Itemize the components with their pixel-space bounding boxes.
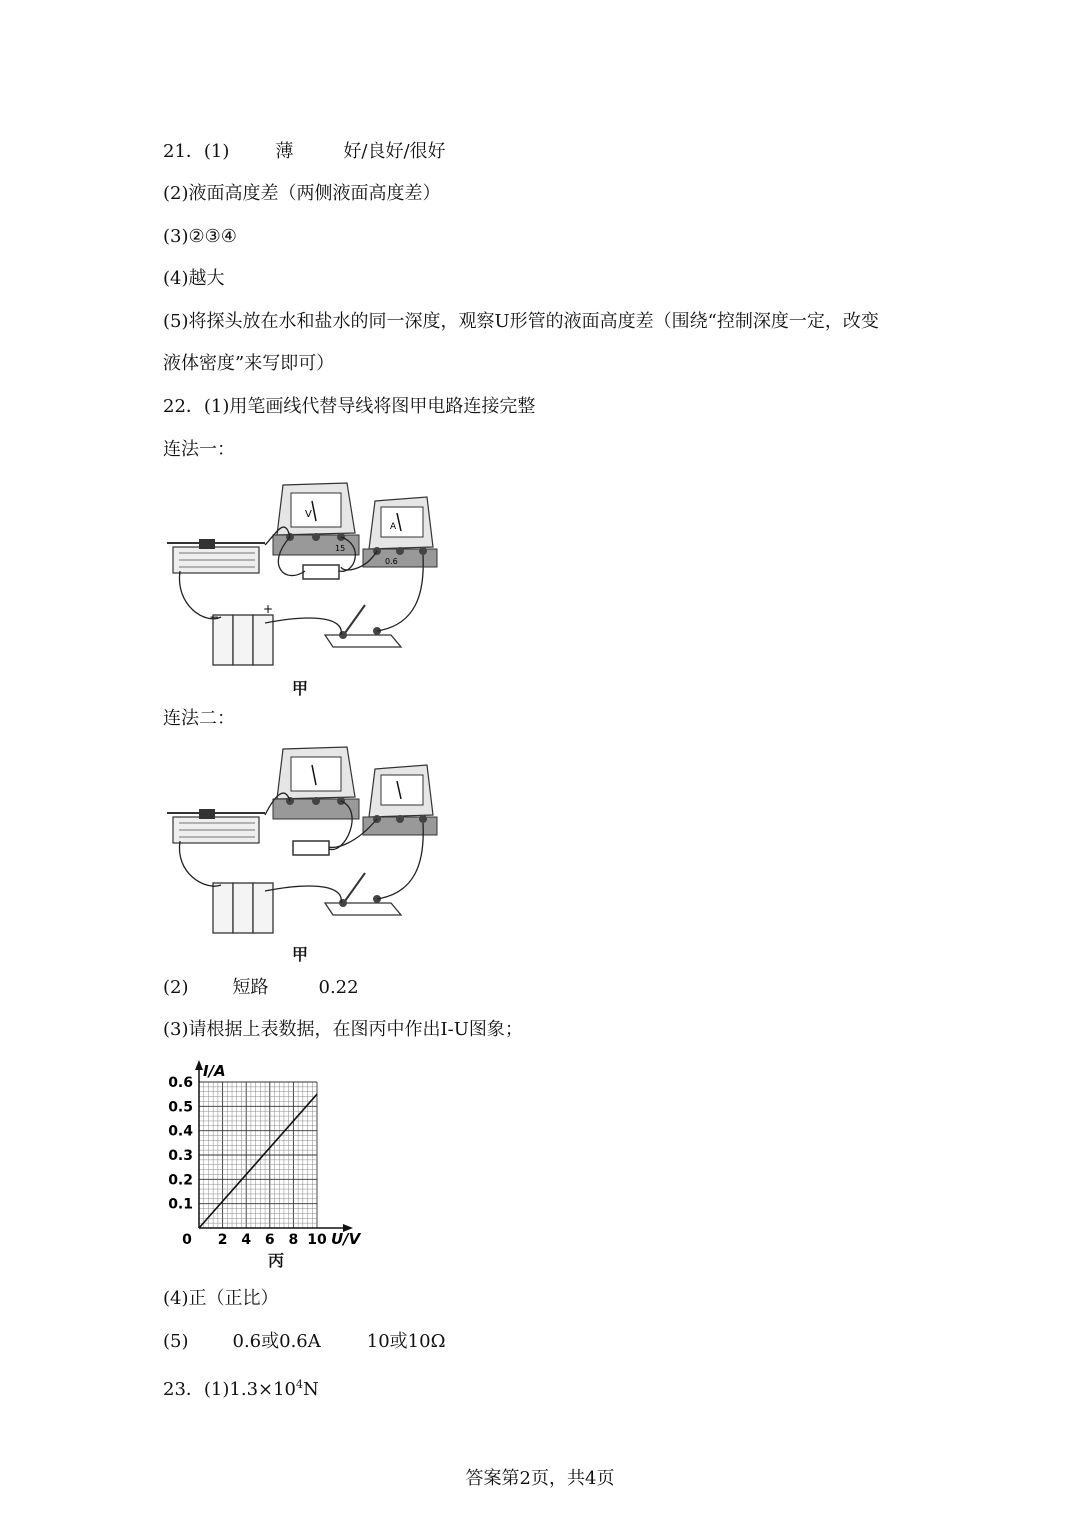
x-tick-label: 2 (217, 1232, 228, 1248)
x-tick-label: 0 (182, 1232, 192, 1248)
q21-part1-answer-a: 薄 (275, 141, 294, 162)
q21-part3: (3)②③④ (163, 226, 237, 247)
voltmeter-symbol: V (305, 509, 312, 520)
q22-part2-number: (2) (163, 977, 189, 998)
y-axis-label: I/A (203, 1062, 226, 1080)
q21-part1-number: 21．(1) (163, 141, 230, 162)
figure-1-caption: 甲 (292, 679, 309, 698)
voltmeter-icon (273, 747, 359, 819)
circuit-diagram-2 (165, 745, 455, 940)
q21-part5-line2: 液体密度”来写即可） (163, 353, 335, 374)
y-tick-label: 0.5 (168, 1099, 193, 1116)
voltmeter-icon (273, 483, 359, 555)
q22-method1-label: 连法一： (163, 439, 235, 460)
y-tick-label: 0.3 (168, 1148, 193, 1164)
q22-part1: 22．(1)用笔画线代替导线将图甲电路连接完整 (163, 396, 536, 417)
q22-part2-answer-a: 短路 (232, 977, 269, 998)
series-line (199, 1094, 317, 1228)
ammeter-terminal-label: 0.6 (385, 557, 398, 566)
bulb-holder-icon (293, 841, 329, 855)
y-tick-label: 0.1 (168, 1196, 193, 1213)
q21-part1 (163, 140, 446, 164)
x-tick-label: 10 (307, 1232, 327, 1248)
voltmeter-terminal-label: 15 (335, 544, 346, 553)
ammeter-icon (363, 765, 437, 835)
bulb-holder-icon (303, 565, 339, 579)
rheostat-icon (167, 809, 265, 843)
q22-part2 (163, 976, 359, 1000)
graph-series (199, 1094, 317, 1228)
q23-part1 (163, 1373, 319, 1402)
y-tick-label: 0.4 (168, 1123, 193, 1140)
q23-part1-exponent: 4 (296, 1378, 304, 1391)
q21-part1-answer-b: 好/良好/很好 (343, 141, 446, 162)
rheostat-icon (167, 539, 265, 573)
x-tick-labels (182, 1232, 327, 1248)
graph-caption: 丙 (268, 1251, 285, 1270)
iu-graph (165, 1058, 375, 1268)
q22-part5 (163, 1330, 446, 1354)
page-footer: 答案第2页，共4页 (465, 1468, 615, 1489)
q21-part2: (2)液面高度差（两侧液面高度差） (163, 183, 441, 204)
ammeter-icon (363, 497, 437, 567)
y-tick-label: 0.6 (168, 1075, 193, 1091)
circuit-diagram-1 (165, 475, 455, 675)
q21-part4: (4)越大 (163, 268, 225, 289)
switch-icon (325, 605, 401, 647)
ammeter-symbol: A (390, 522, 397, 532)
battery-plus-label: + (263, 602, 274, 616)
x-tick-label: 4 (241, 1232, 252, 1248)
y-tick-labels (168, 1075, 193, 1213)
q22-part5-answer-a: 0.6或0.6A (232, 1331, 321, 1352)
battery-pack-icon (213, 883, 273, 933)
q22-part3: (3)请根据上表数据，在图丙中作出I-U图象； (163, 1019, 523, 1040)
x-tick-label: 8 (288, 1232, 299, 1248)
x-tick-label: 6 (264, 1232, 275, 1248)
figure-2-caption: 甲 (292, 945, 309, 964)
battery-pack-icon (209, 602, 273, 665)
battery-minus-label: − (209, 610, 220, 624)
y-tick-label: 0.2 (168, 1172, 193, 1189)
y-axis-arrow-icon (195, 1060, 203, 1070)
q22-part4: (4)正（正比） (163, 1288, 279, 1309)
graph-grid (199, 1082, 317, 1228)
q23-part1-unit: N (303, 1379, 319, 1400)
switch-icon (325, 873, 401, 915)
q21-part5-line1: (5)将探头放在水和盐水的同一深度，观察U形管的液面高度差（围绕“控制深度一定，改变 (163, 311, 879, 332)
x-axis-label: U/V (331, 1230, 361, 1248)
q22-part5-number: (5) (163, 1331, 189, 1352)
q22-part2-answer-b: 0.22 (318, 977, 359, 998)
q22-part5-answer-b: 10或10Ω (366, 1331, 446, 1352)
q22-method2-label: 连法二： (163, 708, 235, 729)
q23-part1-value: 23．(1)1.3×10 (163, 1379, 297, 1400)
